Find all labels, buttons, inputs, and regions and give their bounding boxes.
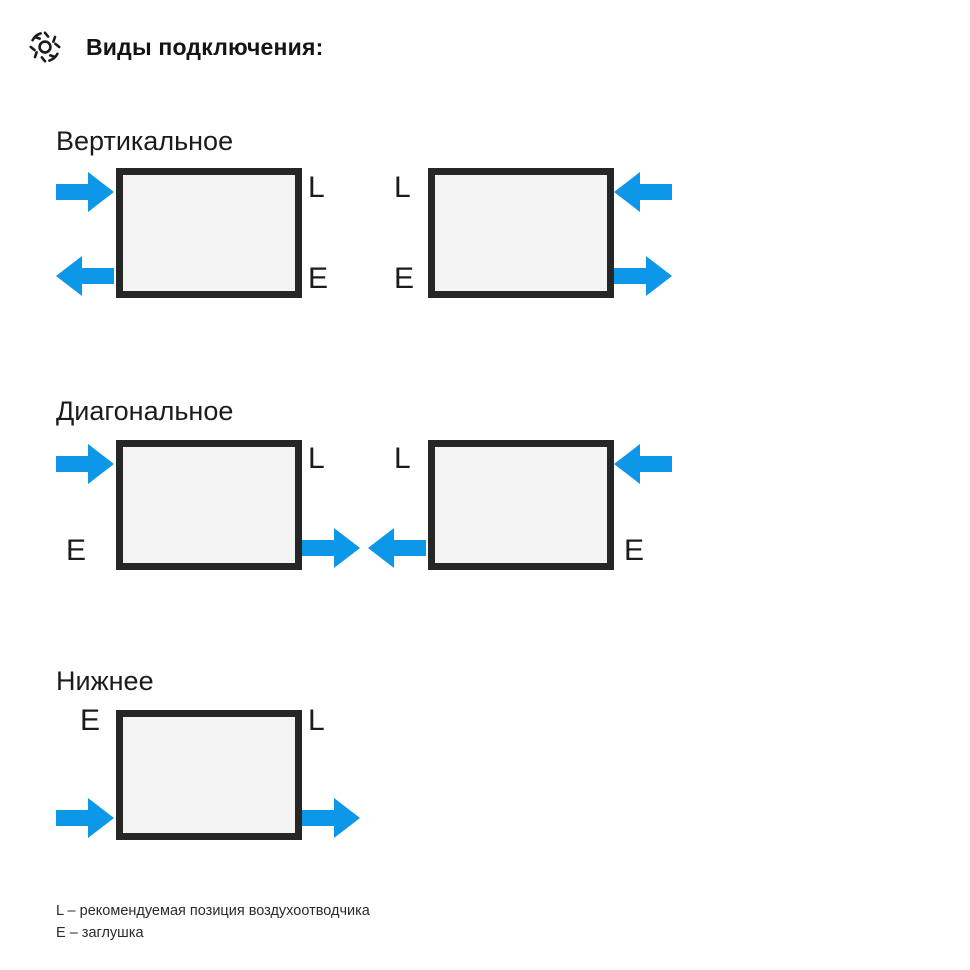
label-vertical-right-L: L (394, 171, 411, 204)
arrow-diagonal-left-outlet (302, 528, 360, 568)
label-vertical-right-E: E (394, 262, 415, 295)
page-title: Виды подключения: (86, 33, 324, 60)
legend-line-2: E – заглушка (56, 925, 144, 942)
radiator-bottom (116, 710, 302, 840)
label-bottom-E: E (80, 704, 101, 737)
label-vertical-left-E: E (308, 262, 329, 295)
label-diagonal-right-L: L (394, 442, 411, 475)
label-diagonal-right-E: E (624, 534, 645, 567)
radiator-diagonal-right (428, 440, 614, 570)
arrow-diagonal-right-inlet (614, 444, 672, 484)
arrow-diagonal-right-outlet (368, 528, 426, 568)
arrow-diagonal-left-inlet (56, 444, 114, 484)
arrow-bottom-outlet (302, 798, 360, 838)
radiator-diagonal-left (116, 440, 302, 570)
label-vertical-left-L: L (308, 171, 325, 204)
legend-line-1: L – рекомендуемая позиция воздухоотводчика (56, 903, 370, 919)
section-title-vertical: Вертикальное (56, 126, 234, 156)
legend (56, 900, 370, 945)
label-diagonal-left-L: L (308, 442, 325, 475)
section-title-bottom: Нижнее (56, 666, 154, 696)
label-bottom-L: L (308, 704, 325, 737)
arrow-bottom-inlet (56, 798, 114, 838)
label-diagonal-left-E: E (66, 534, 87, 567)
section-title-diagonal: Диагональное (56, 396, 234, 426)
